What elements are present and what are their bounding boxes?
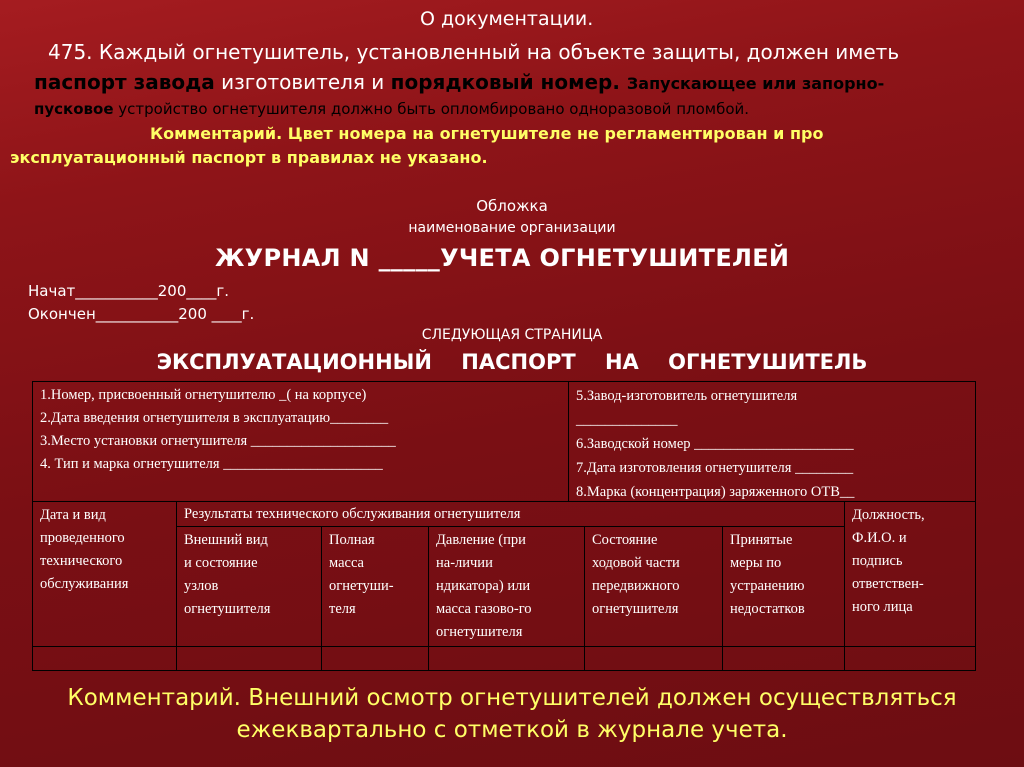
col-header-line: огнетушителя [592,601,679,617]
info-item: 7.Дата изготовления огнетушителя ________ [576,460,854,476]
col-header-line: масса [329,555,364,571]
journal-started-line: Начат___________200____г. [28,282,230,300]
bottom-comment-line-2: ежеквартально с отметкой в журнале учета. [236,717,788,743]
table-empty-cell [32,646,177,671]
col-header-line: узлов [184,578,219,594]
info-item: 6.Заводской номер ______________________ [576,436,854,452]
bottom-comment [0,682,1024,746]
col-header-line: Давление (при [436,532,526,548]
rule-line-2-mid: изготовителя и [214,70,391,94]
col-header-date [32,501,177,647]
col-header-line: Дата и вид [40,507,106,523]
info-item: 1.Номер, присвоенный огнетушителю _( на корпусе) [40,387,367,403]
table-empty-cell [722,646,845,671]
info-item: 8.Марка (концентрация) заряженного ОТВ__ [576,484,855,500]
col-header-line: на-личии [436,555,493,571]
results-header: Результаты технического обслуживания огнетушителя [176,501,845,527]
col-header-line: и состояние [184,555,258,571]
col-header-line: меры по [730,555,782,571]
passport-title: ЭКСПЛУАТАЦИОННЫЙ ПАСПОРТ НА ОГНЕТУШИТЕЛЬ [156,350,868,374]
passport-table [32,381,976,671]
passport-info-left [32,381,569,502]
col-header-line: ходовой части [592,555,680,571]
journal-title: ЖУРНАЛ N _____УЧЕТА ОГНЕТУШИТЕЛЕЙ [215,244,790,272]
col-header-line: ндикатора) или [436,578,531,594]
col-header-line: устранению [730,578,805,594]
info-item: 5.Завод-изготовитель огнетушителя [576,388,798,404]
col-header-line: огнетуши- [329,578,394,594]
col-header-line: технического [40,553,123,569]
next-page-label: СЛЕДУЮЩАЯ СТРАНИЦА [421,327,603,343]
info-item: ______________ [576,412,678,428]
col-header-line: ного лица [852,599,913,615]
comment-line-1: Комментарий. Цвет номера на огнетушителе не регламентирован и про [150,124,824,143]
bottom-comment-line-1: Комментарий. Внешний осмотр огнетушителей должен осуществляться [67,685,957,711]
col-header-line: масса газово-го [436,601,532,617]
heading: О документации. [420,8,594,30]
table-empty-cell [176,646,322,671]
passport-emphasis: паспорт завода [34,70,215,94]
col-header-line: недостатков [730,601,805,617]
rule-line-2-tail: Запускающее или запорно- [626,74,885,93]
col-header-line: передвижного [592,578,680,594]
col-header-line: Ф.И.О. и [852,530,907,546]
col-header-line: проведенного [40,530,125,546]
rule-line-2 [34,70,884,94]
col-header-line: огнетушителя [184,601,271,617]
rule-line-2-dot: . [612,70,627,94]
info-item: 4. Тип и марка огнетушителя ______________________ [40,456,383,472]
comment-line-2: эксплуатационный паспорт в правилах не указано. [10,148,488,167]
info-item: 3.Место установки огнетушителя ____________________ [40,433,396,449]
col-header-line: Должность, [852,507,925,523]
table-empty-cell [321,646,429,671]
col-header-line: подпись [852,553,903,569]
rule-line-3 [34,100,749,118]
col-header-pressure [428,526,585,647]
col-header-line: ответствен- [852,576,924,592]
organization-name-label: наименование организации [408,220,616,236]
col-header-signature [844,501,976,647]
col-header-measures [722,526,845,647]
passport-info-right [568,381,976,502]
col-header-line: Полная [329,532,375,548]
col-header-line: теля [329,601,356,617]
col-header-mass [321,526,429,647]
col-header-line: огнетушителя [436,624,523,640]
cover-label: Обложка [476,197,548,215]
journal-finished-line: Окончен___________200 ____г. [28,305,255,323]
col-header-appearance [176,526,322,647]
col-header-line: Состояние [592,532,658,548]
info-item: 2.Дата введения огнетушителя в эксплуатацию________ [40,410,389,426]
col-header-line: Принятые [730,532,793,548]
table-empty-cell [844,646,976,671]
rule-line-3-bold: пусковое [34,100,114,118]
rule-line-3-rest: устройство огнетушителя должно быть опломбировано одноразовой пломбой. [113,100,750,118]
rule-line-1: 475. Каждый огнетушитель, установленный на объекте защиты, должен иметь [48,40,900,64]
table-empty-cell [584,646,723,671]
col-header-line: Внешний вид [184,532,268,548]
table-empty-cell [428,646,585,671]
serial-number-emphasis: порядковый номер [390,70,613,94]
col-header-chassis [584,526,723,647]
col-header-line: обслуживания [40,576,129,592]
